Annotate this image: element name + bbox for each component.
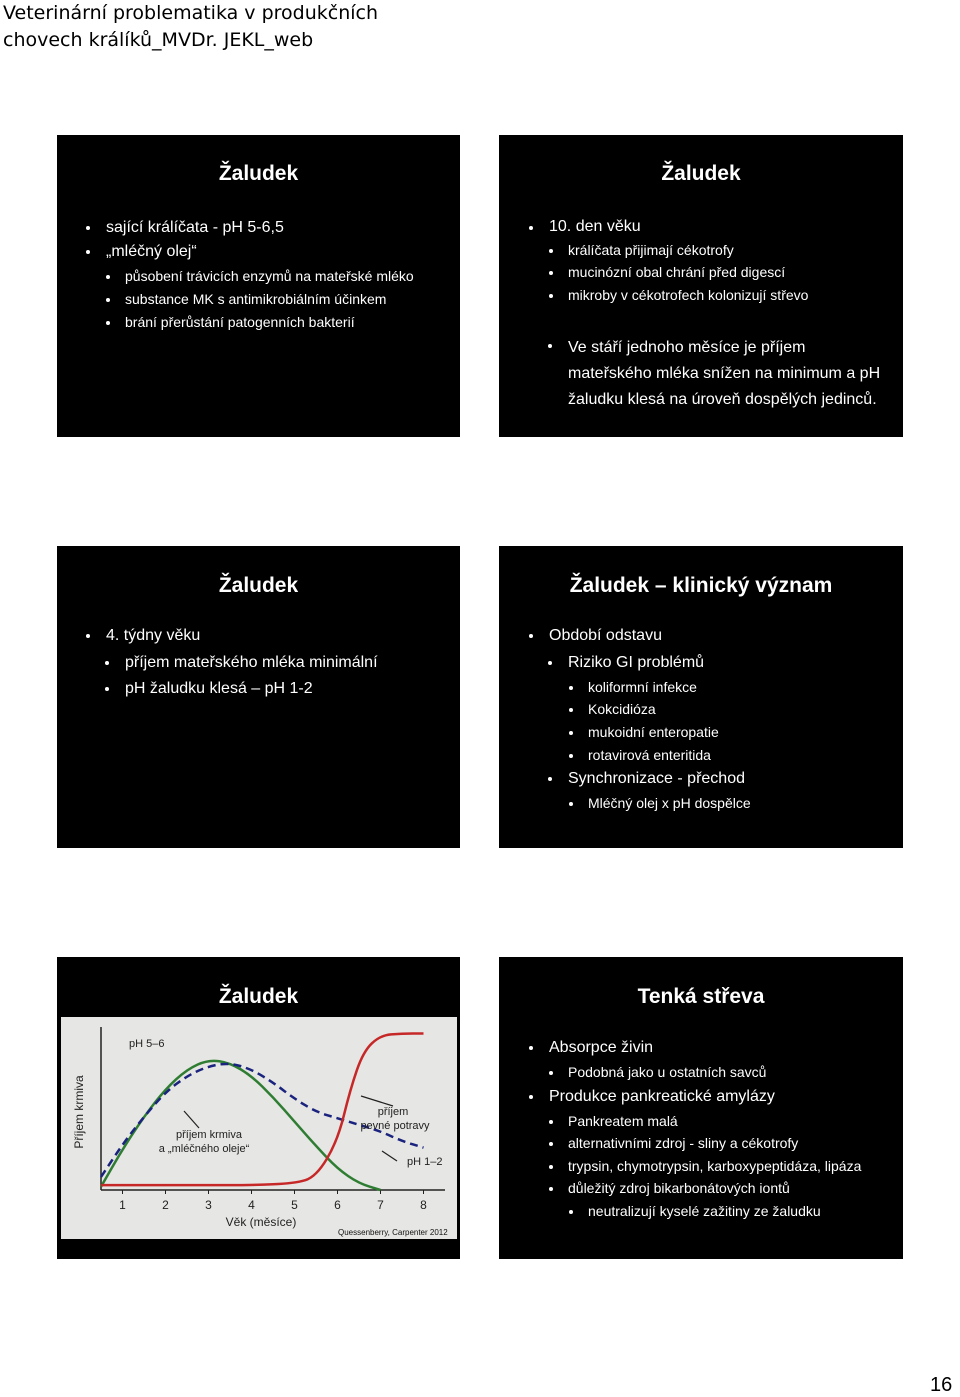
annotation-arrow [361, 1096, 393, 1106]
slide-4 [499, 546, 903, 848]
document-title-line1: Veterinární problematika v produkčních [3, 2, 379, 24]
slide-3 [57, 546, 460, 848]
chart-annotation: příjem [377, 1106, 409, 1118]
sub-bullet-item: působení trávicích enzymů na mateřské mléko [125, 268, 414, 284]
x-tick-label: 3 [205, 1198, 212, 1212]
sub-sub-bullet-item: Mléčný olej x pH dospělce [588, 795, 751, 811]
chart-citation: Quessenberry, Carpenter 2012 [338, 1228, 448, 1237]
x-tick-label: 7 [377, 1198, 384, 1212]
slide-title: Žaludek – klinický význam [569, 574, 833, 597]
bullet-item: 4. týdny věku [106, 624, 200, 648]
sub-bullet-item: příjem mateřského mléka minimální [125, 651, 378, 675]
chart-annotation: pevné potravy [360, 1120, 430, 1132]
slide-title: Tenká střeva [637, 985, 765, 1008]
annotation-arrow [382, 1151, 397, 1161]
chart-image [61, 1017, 457, 1239]
x-tick-label: 2 [162, 1198, 169, 1212]
sub-bullet-item: důležitý zdroj bikarbonátových iontů [568, 1180, 790, 1196]
slide-title: Žaludek [218, 985, 299, 1008]
sub-bullet-item: trypsin, chymotrypsin, karboxypeptidáza, lipáza [568, 1158, 862, 1174]
bullet-item: Produkce pankreatické amylázy [549, 1085, 775, 1109]
bullet-item: 10. den věku [549, 218, 641, 235]
sub-bullet-item: Podobná jako u ostatních savců [568, 1064, 767, 1080]
text-line: mateřského mléka snížen na minimum a pH [568, 365, 881, 382]
sub-bullet-item: králíčata přijimají cékotrofy [568, 242, 734, 258]
bullet-item: „mléčný olej“ [106, 240, 197, 264]
slide-6 [499, 957, 903, 1259]
slide-2 [499, 135, 903, 437]
sub-bullet-item: substance MK s antimikrobiálním účinkem [125, 291, 387, 307]
sub-sub-bullet-item: koliformní infekce [588, 679, 697, 695]
sub-bullet-item: alternativními zdroj - sliny a cékotrofy [568, 1135, 799, 1151]
x-tick-label: 8 [420, 1198, 427, 1212]
series-line-1 [101, 1061, 381, 1190]
sub-bullet-item: Riziko GI problémů [568, 651, 704, 675]
sub-sub-bullet-item: mukoidní enteropatie [588, 724, 719, 740]
y-axis-label: Příjem krmiva [72, 1075, 86, 1149]
sub-bullet-item: Pankreatem malá [568, 1113, 678, 1129]
text-line: Ve stáří jednoho měsíce je příjem [568, 339, 806, 356]
chart-annotation: pH 1–2 [407, 1156, 443, 1168]
x-tick-label: 1 [119, 1198, 126, 1212]
document-title [3, 0, 423, 54]
slide-title: Žaludek [218, 162, 299, 185]
sub-bullet-item: brání přerůstání patogenních bakterií [125, 314, 355, 330]
sub-sub-bullet-item: Kokcidióza [588, 701, 656, 717]
bullet-item: sající králíčata - pH 5-6,5 [106, 216, 284, 240]
chart-annotation: příjem krmiva [175, 1129, 243, 1141]
sub-bullet-item: mucinózní obal chrání před digescí [568, 264, 786, 280]
slide-title: Žaludek [661, 162, 741, 185]
sub-sub-bullet-item: neutralizují kyselé zažitiny ze žaludku [588, 1203, 821, 1219]
chart-annotation: a „mléčného oleje“ [158, 1143, 250, 1155]
x-tick-label: 6 [334, 1198, 341, 1212]
sub-bullet-item: Synchronizace - přechod [568, 767, 745, 791]
sub-bullet-item [568, 335, 880, 413]
annotation-arrow [184, 1111, 199, 1128]
chart-annotation: pH 5–6 [129, 1038, 165, 1050]
sub-sub-bullet-item: rotavirová enteritida [588, 747, 711, 763]
slide-5 [57, 957, 460, 1259]
bullet-item: Absorpce živin [549, 1036, 653, 1060]
text-line: žaludku klesá na úroveň dospělých jedinců. [568, 391, 877, 408]
x-axis-label: Věk (měsíce) [225, 1215, 297, 1229]
bullet-item: Období odstavu [549, 624, 662, 648]
x-tick-label: 5 [291, 1198, 298, 1212]
slide-1 [57, 135, 460, 437]
sub-bullet-item: pH žaludku klesá – pH 1-2 [125, 677, 313, 701]
page-number: 16 [930, 1374, 953, 1396]
feed-intake-ph-chart [61, 1017, 457, 1239]
slide-title: Žaludek [218, 574, 299, 597]
document-title-line2: chovech králíků_MVDr. JEKL_web [3, 29, 314, 51]
sub-bullet-item: mikroby v cékotrofech kolonizují střevo [568, 287, 809, 303]
x-tick-label: 4 [248, 1198, 255, 1212]
